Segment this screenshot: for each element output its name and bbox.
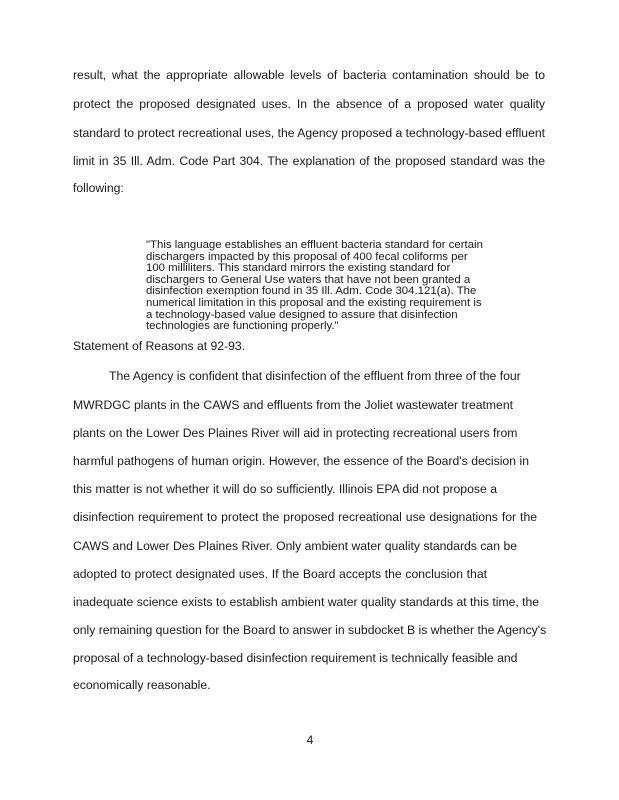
paragraph-1-line-5: following: (73, 181, 124, 195)
paragraph-2-line-10: only remaining question for the Board to answer in subdocket B is whether the Agency's (73, 623, 547, 637)
quote-line-6: numerical limitation in this proposal and the existing requirement is (146, 296, 482, 309)
paragraph-1-line-1: result, what the appropriate allowable levels of bacteria contamination should be to (73, 68, 545, 82)
paragraph-2-line-8: adopted to protect designated uses. If the Board accepts the conclusion that (73, 567, 487, 581)
paragraph-2-line-5: this matter is not whether it will do so sufficiently. Illinois EPA did not propose a (73, 482, 497, 496)
paragraph-2-line-2: MWRDGC plants in the CAWS and effluents from the Joliet wastewater treatment (73, 398, 513, 412)
paragraph-2-line-9: inadequate science exists to establish ambient water quality standards at this time, the (73, 595, 540, 609)
quote-line-1: "This language establishes an effluent bacteria standard for certain (146, 239, 483, 251)
paragraph-2-line-7: CAWS and Lower Des Plaines River. Only ambient water quality standards can be (73, 539, 517, 553)
page-number: 4 (306, 733, 314, 747)
quote-line-8: technologies are functioning properly." (146, 320, 339, 333)
quote-line-7: a technology-based value designed to assure that disinfection (146, 308, 458, 321)
paragraph-2-line-1: The Agency is confident that disinfection of the effluent from three of the four (109, 369, 521, 383)
paragraph-2-line-3: plants on the Lower Des Plaines River will aid in protecting recreational users from (73, 426, 518, 440)
quote-line-5: disinfection exemption found in 35 Ill. Adm. Code 304.121(a). The (146, 285, 477, 298)
quote-line-2: dischargers impacted by this proposal of 400 fecal coliforms per (146, 250, 468, 263)
paragraph-1-line-2: protect the proposed designated uses. In the absence of a proposed water quality (73, 97, 545, 111)
paragraph-2-line-11: proposal of a technology-based disinfection requirement is technically feasible and (73, 651, 518, 665)
citation: Statement of Reasons at 92-93. (73, 339, 246, 353)
quote-line-4: dischargers to General Use waters that have not been granted a (146, 273, 471, 286)
paragraph-2-line-4: harmful pathogens of human origin. However, the essence of the Board's decision in (73, 454, 529, 468)
quote-line-3: 100 milliliters. This standard mirrors the existing standard for (146, 262, 451, 275)
paragraph-1-line-3: standard to protect recreational uses, the Agency proposed a technology-based effluent (73, 126, 546, 140)
paragraph-2-line-12: economically reasonable. (73, 678, 211, 692)
block-quote (146, 240, 506, 333)
paragraph-2-line-6: disinfection requirement to protect the proposed recreational use designations for the (73, 510, 537, 524)
paragraph-1-line-4: limit in 35 Ill. Adm. Code Part 304. The explanation of the proposed standard was the (73, 154, 545, 168)
